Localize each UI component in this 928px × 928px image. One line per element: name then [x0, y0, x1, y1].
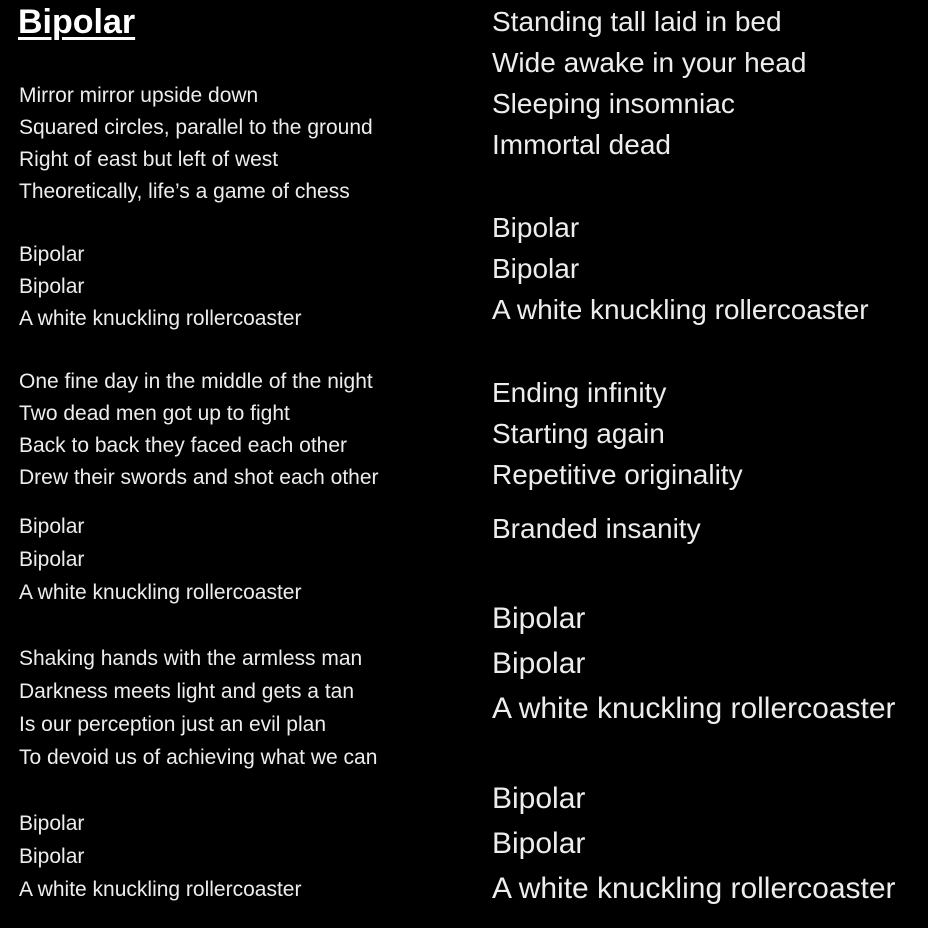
poem-title: Bipolar — [18, 3, 136, 41]
verse-line: Standing tall laid in bed — [492, 6, 782, 37]
chorus-line: Bipolar — [492, 212, 580, 243]
verse-line: Starting again — [492, 418, 665, 449]
verse-line: To devoid us of achieving what we can — [19, 746, 378, 769]
chorus-line: Bipolar — [19, 812, 85, 835]
verse-line: One fine day in the middle of the night — [19, 370, 373, 393]
verse-line: Sleeping insomniac — [492, 88, 735, 119]
verse-line: Mirror mirror upside down — [19, 84, 259, 107]
chorus-line: Bipolar — [492, 827, 586, 860]
verse-line: Immortal dead — [492, 129, 671, 160]
verse-line: Theoretically, life’s a game of chess — [19, 180, 350, 203]
chorus-line: Bipolar — [492, 647, 586, 680]
chorus-line: Bipolar — [19, 845, 85, 868]
verse-line: Branded insanity — [492, 513, 701, 544]
chorus-line: A white knuckling rollercoaster — [492, 692, 896, 725]
verse-line: Repetitive originality — [492, 459, 743, 490]
chorus-line: Bipolar — [492, 602, 586, 635]
verse-line: Shaking hands with the armless man — [19, 647, 363, 670]
chorus-line: A white knuckling rollercoaster — [19, 581, 302, 604]
chorus-line: Bipolar — [19, 548, 85, 571]
chorus-line: A white knuckling rollercoaster — [492, 872, 896, 905]
verse-line: Ending infinity — [492, 377, 667, 408]
verse-line: Two dead men got up to fight — [19, 402, 290, 425]
chorus-line: A white knuckling rollercoaster — [492, 294, 869, 325]
chorus-line: Bipolar — [19, 243, 85, 266]
chorus-line: Bipolar — [492, 782, 586, 815]
chorus-line: A white knuckling rollercoaster — [19, 307, 302, 330]
chorus-line: Bipolar — [19, 515, 85, 538]
verse-line: Darkness meets light and gets a tan — [19, 680, 355, 703]
verse-line: Back to back they faced each other — [19, 434, 348, 457]
verse-line: Is our perception just an evil plan — [19, 713, 327, 736]
verse-line: Right of east but left of west — [19, 148, 279, 171]
chorus-line: A white knuckling rollercoaster — [19, 878, 302, 901]
chorus-line: Bipolar — [492, 253, 580, 284]
verse-line: Drew their swords and shot each other — [19, 466, 379, 489]
chorus-line: Bipolar — [19, 275, 85, 298]
verse-line: Squared circles, parallel to the ground — [19, 116, 373, 139]
verse-line: Wide awake in your head — [492, 47, 807, 78]
